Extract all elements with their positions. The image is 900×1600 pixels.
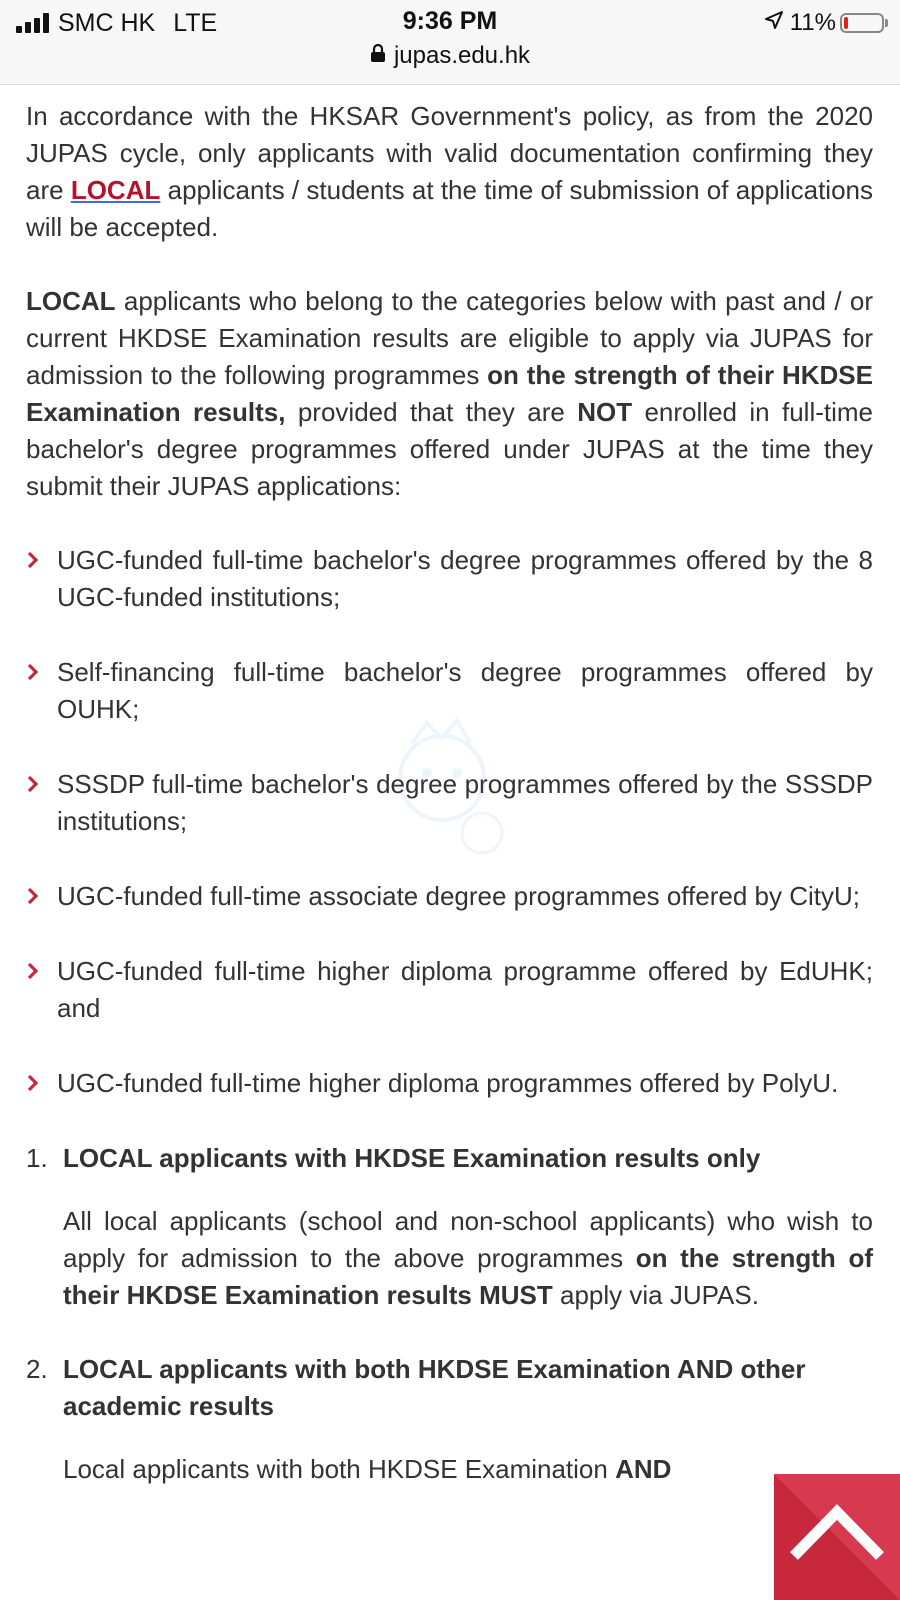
chevron-right-icon xyxy=(26,661,40,683)
back-to-top-button[interactable] xyxy=(774,1474,900,1600)
section-text: All local applicants (school and non-school applicants) who wish to apply for admission to the above programmes xyxy=(63,1206,873,1273)
status-right xyxy=(764,8,888,38)
battery-icon xyxy=(840,13,884,33)
chevron-up-icon xyxy=(774,1474,900,1600)
location-arrow-icon xyxy=(764,9,784,37)
chevron-right-icon xyxy=(26,549,40,571)
chevron-right-icon xyxy=(26,885,40,907)
chevron-right-icon xyxy=(26,1072,40,1094)
intro-text: applicants / students at the time of submission of applications will be accepted. xyxy=(26,175,874,242)
local-term: LOCAL xyxy=(26,286,116,316)
intro-text: applicants who belong to the categories below with past and / or current HKDSE Examination results are eligible to apply via JUPAS for admission to the following programmes xyxy=(26,286,873,390)
clock: 9:36 PM xyxy=(402,7,498,35)
section-item xyxy=(26,1351,873,1488)
section-body xyxy=(63,1203,873,1314)
chevron-right-icon xyxy=(26,773,40,795)
list-item-text: UGC-funded full-time bachelor's degree programmes offered by the 8 UGC-funded institutions; xyxy=(57,545,873,612)
battery-tip xyxy=(885,19,888,27)
list-item xyxy=(26,878,873,915)
local-link[interactable]: LOCAL xyxy=(70,175,161,205)
section-number: 2. xyxy=(26,1354,48,1384)
address-bar[interactable] xyxy=(0,42,900,70)
list-item-text: UGC-funded full-time higher diploma programme offered by EdUHK; and xyxy=(57,956,873,1023)
emphasis-text: on the strength of their HKDSE Examination results, xyxy=(26,360,873,427)
list-item-text: UGC-funded full-time higher diploma programmes offered by PolyU. xyxy=(57,1068,839,1098)
carrier-name: SMC HK xyxy=(58,8,156,37)
intro-text: provided that they are xyxy=(285,397,578,427)
intro-paragraph-2 xyxy=(26,283,873,505)
category-sections xyxy=(26,1140,873,1488)
status-bar xyxy=(0,0,900,85)
section-title: LOCAL applicants with both HKDSE Examination AND other academic results xyxy=(63,1354,806,1421)
intro-text: In accordance with the HKSAR Government's policy, as from the 2020 JUPAS cycle, only applicants with valid documentation confirming they are xyxy=(26,101,873,205)
section-body xyxy=(63,1451,873,1488)
list-item xyxy=(26,953,873,1027)
section-number: 1. xyxy=(26,1143,48,1173)
emphasis-text: on the strength of their HKDSE Examination results MUST xyxy=(63,1243,873,1310)
chevron-right-icon xyxy=(26,960,40,982)
list-item-text: SSSDP full-time bachelor's degree programmes offered by the SSSDP institutions; xyxy=(57,769,873,836)
list-item xyxy=(26,1065,873,1102)
section-text: apply via JUPAS. xyxy=(552,1280,759,1310)
battery-percent: 11% xyxy=(789,9,836,36)
intro-paragraph-1 xyxy=(26,98,873,246)
emphasis-text: AND xyxy=(615,1454,672,1484)
emphasis-text: NOT xyxy=(577,397,633,427)
list-item xyxy=(26,542,873,616)
url-text: jupas.edu.hk xyxy=(393,42,531,69)
section-text: Local applicants with both HKDSE Examination xyxy=(63,1454,616,1484)
list-item-text: Self-financing full-time bachelor's degree programmes offered by OUHK; xyxy=(57,657,873,724)
intro-text: enrolled in full-time bachelor's degree programmes offered under JUPAS at the time they submit their JUPAS applications: xyxy=(26,397,873,501)
watermark-mascot-icon xyxy=(382,708,512,858)
list-item-text: UGC-funded full-time associate degree programmes offered by CityU; xyxy=(57,881,860,911)
lock-icon xyxy=(370,42,386,70)
section-item xyxy=(26,1140,873,1314)
section-title: LOCAL applicants with HKDSE Examination results only xyxy=(63,1143,761,1173)
network-type: LTE xyxy=(173,8,218,37)
